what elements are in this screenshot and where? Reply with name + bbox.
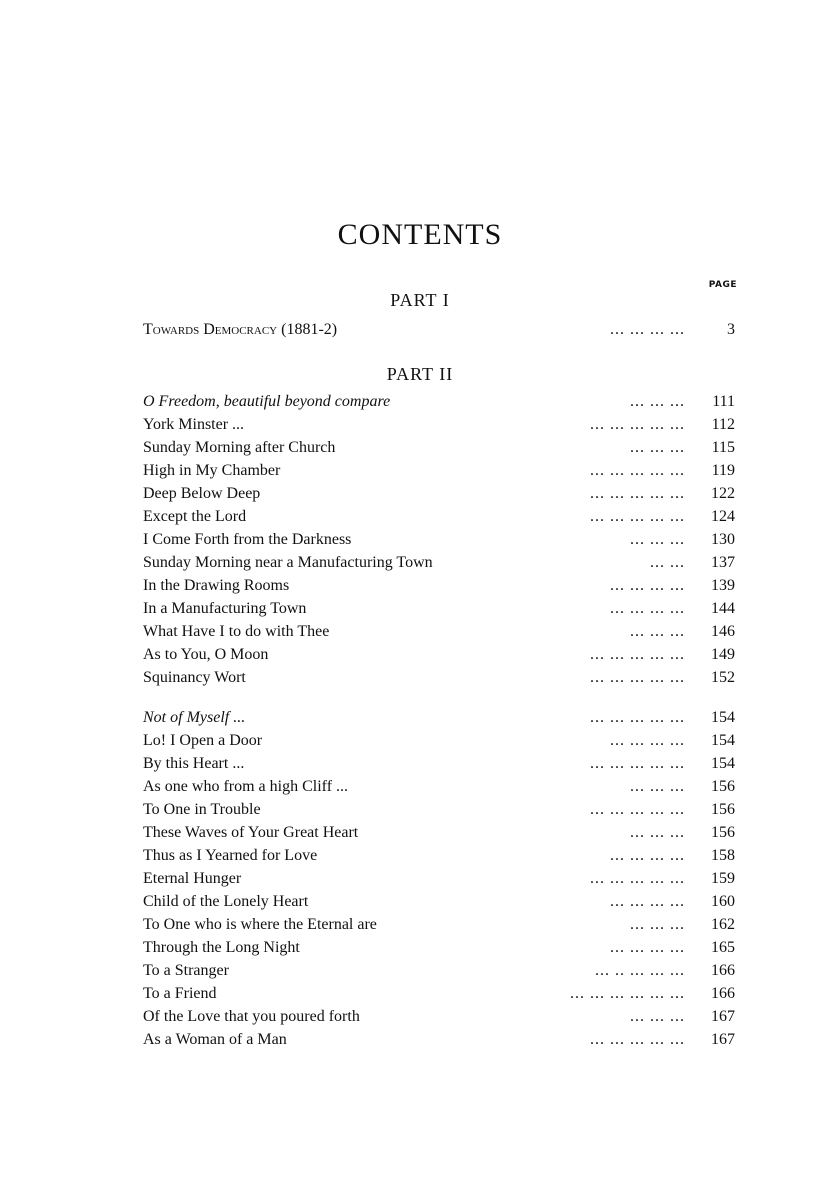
entry-title: In a Manufacturing Town [143, 600, 307, 617]
entry-leader-dots: ... ... ... ... [610, 600, 685, 617]
page-column-label: PAGE [708, 280, 737, 290]
part-2-toc [143, 390, 735, 1051]
entry-leader-dots: ... ... ... ... [610, 847, 685, 864]
entry-page-number: 156 [711, 778, 735, 795]
entry-title: Sunday Morning near a Manufacturing Town [143, 554, 433, 571]
entry-leader-dots: ... .. ... ... ... [595, 962, 685, 979]
toc-entry[interactable] [143, 459, 735, 482]
entry-title: As one who from a high Cliff ... [143, 778, 349, 795]
entry-leader-dots: ... ... ... [630, 916, 685, 933]
toc-entry[interactable] [143, 318, 735, 341]
entry-page-number: 115 [711, 439, 735, 456]
entry-leader-dots: ... ... ... ... [610, 732, 685, 749]
entry-page-number: 122 [711, 485, 735, 502]
entry-page-number: 112 [711, 416, 735, 433]
entry-title: In the Drawing Rooms [143, 577, 290, 594]
entry-leader-dots: ... ... ... ... ... [590, 870, 685, 887]
entry-page-number: 159 [711, 870, 735, 887]
entry-title: By this Heart ... [143, 755, 245, 772]
entry-page-number: 3 [727, 321, 735, 338]
toc-entry[interactable] [143, 620, 735, 643]
entry-title: Towards Democracy (1881-2) [143, 321, 338, 338]
toc-entry[interactable] [143, 706, 735, 729]
entry-page-number: 154 [711, 732, 735, 749]
entry-leader-dots: ... ... ... ... ... [590, 646, 685, 663]
toc-entry[interactable] [143, 436, 735, 459]
page-title: CONTENTS [337, 218, 503, 251]
entry-page-number: 119 [711, 462, 735, 479]
entry-leader-dots: ... ... ... [630, 623, 685, 640]
entry-leader-dots: ... ... ... ... ... [590, 669, 685, 686]
entry-page-number: 154 [711, 755, 735, 772]
entry-title: I Come Forth from the Darkness [143, 531, 352, 548]
toc-entry[interactable] [143, 844, 735, 867]
entry-title: York Minster ... [143, 416, 245, 433]
entry-title: Eternal Hunger [143, 870, 242, 887]
entry-page-number: 166 [711, 962, 735, 979]
entry-title: To a Stranger [143, 962, 229, 979]
entry-title: High in My Chamber [143, 462, 281, 479]
entry-page-number: 144 [711, 600, 735, 617]
entry-leader-dots: ... ... ... ... [610, 939, 685, 956]
toc-entry[interactable] [143, 913, 735, 936]
entry-title: Except the Lord [143, 508, 247, 525]
toc-entry[interactable] [143, 936, 735, 959]
entry-leader-dots: ... ... ... ... ... ... [570, 985, 685, 1002]
entry-leader-dots: ... ... ... ... ... [590, 485, 685, 502]
entry-title: To One who is where the Eternal are [143, 916, 377, 933]
entry-leader-dots: ... ... ... [630, 778, 685, 795]
entry-page-number: 139 [711, 577, 735, 594]
toc-entry[interactable] [143, 867, 735, 890]
toc-entry[interactable] [143, 1028, 735, 1051]
entry-page-number: 158 [711, 847, 735, 864]
entry-page-number: 167 [711, 1008, 735, 1025]
entry-page-number: 124 [711, 508, 735, 525]
entry-leader-dots: ... ... ... ... ... [590, 1031, 685, 1048]
entry-page-number: 165 [711, 939, 735, 956]
entry-title: Not of Myself ... [143, 709, 246, 726]
entry-leader-dots: ... ... ... ... [610, 893, 685, 910]
entry-title: Thus as I Yearned for Love [143, 847, 318, 864]
entry-page-number: 156 [711, 801, 735, 818]
entry-leader-dots: ... ... ... ... ... [590, 755, 685, 772]
entry-leader-dots: ... ... ... ... ... [590, 416, 685, 433]
toc-entry[interactable] [143, 666, 735, 689]
toc-entry[interactable] [143, 597, 735, 620]
entry-leader-dots: ... ... ... [630, 439, 685, 456]
entry-title: These Waves of Your Great Heart [143, 824, 359, 841]
toc-entry[interactable] [143, 413, 735, 436]
group-spacer [143, 689, 735, 706]
toc-entry[interactable] [143, 643, 735, 666]
part-2-heading: PART II [386, 364, 454, 384]
entry-page-number: 160 [711, 893, 735, 910]
part-1-heading: PART I [390, 290, 450, 310]
entry-title: As to You, O Moon [143, 646, 269, 663]
entry-page-number: 162 [711, 916, 735, 933]
entry-page-number: 154 [711, 709, 735, 726]
entry-title: Squinancy Wort [143, 669, 246, 686]
entry-leader-dots: ... ... ... [630, 393, 685, 410]
toc-entry[interactable] [143, 1005, 735, 1028]
entry-page-number: 156 [711, 824, 735, 841]
entry-title: Child of the Lonely Heart [143, 893, 309, 910]
part-1-toc [143, 318, 735, 341]
toc-entry[interactable] [143, 890, 735, 913]
toc-entry[interactable] [143, 528, 735, 551]
toc-entry[interactable] [143, 505, 735, 528]
toc-entry[interactable] [143, 390, 735, 413]
toc-entry[interactable] [143, 821, 735, 844]
entry-page-number: 146 [711, 623, 735, 640]
entry-page-number: 137 [711, 554, 735, 571]
entry-title: Of the Love that you poured forth [143, 1008, 360, 1025]
entry-title: O Freedom, beautiful beyond compare [143, 393, 391, 410]
entry-title: Lo! I Open a Door [143, 732, 263, 749]
toc-entry[interactable] [143, 982, 735, 1005]
entry-page-number: 149 [711, 646, 735, 663]
entry-page-number: 111 [712, 393, 735, 410]
entry-leader-dots: ... ... ... [630, 531, 685, 548]
toc-entry[interactable] [143, 752, 735, 775]
entry-leader-dots: ... ... [650, 554, 685, 571]
entry-page-number: 152 [711, 669, 735, 686]
entry-leader-dots: ... ... ... ... ... [590, 801, 685, 818]
entry-leader-dots: ... ... ... ... [610, 321, 685, 338]
toc-entry[interactable] [143, 482, 735, 505]
toc-entry[interactable] [143, 551, 735, 574]
entry-page-number: 130 [711, 531, 735, 548]
entry-leader-dots: ... ... ... ... [610, 577, 685, 594]
entry-title: Sunday Morning after Church [143, 439, 336, 456]
entry-title: Through the Long Night [143, 939, 300, 956]
entry-leader-dots: ... ... ... [630, 1008, 685, 1025]
entry-title: Deep Below Deep [143, 485, 261, 502]
entry-title: What Have I to do with Thee [143, 623, 330, 640]
entry-page-number: 166 [711, 985, 735, 1002]
entry-title: To a Friend [143, 985, 217, 1002]
entry-leader-dots: ... ... ... ... ... [590, 508, 685, 525]
entry-title: As a Woman of a Man [143, 1031, 287, 1048]
entry-page-number: 167 [711, 1031, 735, 1048]
entry-leader-dots: ... ... ... ... ... [590, 709, 685, 726]
toc-entry[interactable] [143, 798, 735, 821]
entry-leader-dots: ... ... ... [630, 824, 685, 841]
toc-entry[interactable] [143, 574, 735, 597]
toc-entry[interactable] [143, 959, 735, 982]
entry-title: To One in Trouble [143, 801, 261, 818]
entry-leader-dots: ... ... ... ... ... [590, 462, 685, 479]
toc-entry[interactable] [143, 775, 735, 798]
toc-entry[interactable] [143, 729, 735, 752]
